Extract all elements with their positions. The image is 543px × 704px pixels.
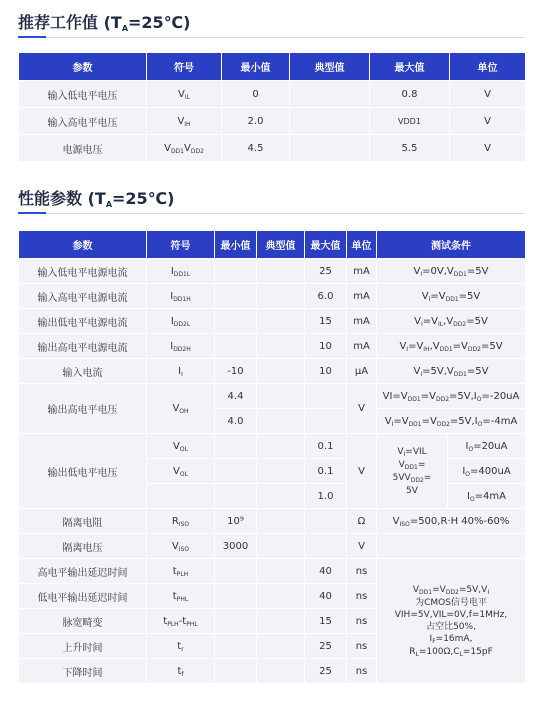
min-cell bbox=[215, 309, 257, 334]
param-cell: 输入电流 bbox=[19, 359, 147, 384]
condition-cell: $V_{ISO}=500,R\cdot H$ 40%-60% bbox=[377, 509, 526, 534]
header-cell: 最大值 bbox=[370, 53, 450, 81]
table-row bbox=[19, 108, 526, 135]
max-cell bbox=[305, 534, 347, 559]
table-header-row bbox=[19, 231, 526, 259]
unit-cell: V bbox=[347, 534, 377, 559]
timing-condition-cell: $V_{DD1}=V_{DD2}=5V,V_I$ 为CMOS信号电平 VIH=5V,VIL=0V,f=1MHz, 占空比50%, $I_F=16mA$, $R_L=100\Omega,C_L=15pF$ bbox=[377, 559, 526, 684]
header-cell: 典型值 bbox=[290, 53, 370, 81]
symbol-cell: $V_{DD1}V_{DD2}$ bbox=[147, 135, 222, 162]
typ-cell bbox=[257, 559, 305, 584]
section2-title: 性能参数 $(T_A=25℃)$ bbox=[18, 189, 175, 209]
header-cell: 符号 bbox=[147, 231, 215, 259]
min-cell bbox=[215, 609, 257, 634]
symbol-cell: $I_{DD1H}$ bbox=[147, 284, 215, 309]
min-cell bbox=[215, 259, 257, 284]
max-cell bbox=[305, 384, 347, 409]
table-row bbox=[19, 559, 526, 584]
max-cell: 10 bbox=[305, 359, 347, 384]
param-cell: 脉宽畸变 bbox=[19, 609, 147, 634]
typ-cell bbox=[290, 81, 370, 108]
typ-cell bbox=[257, 659, 305, 684]
table-row bbox=[19, 434, 526, 459]
symbol-cell: $R_{ISO}$ bbox=[147, 509, 215, 534]
unit-cell: V bbox=[450, 81, 526, 108]
symbol-cell: $V_{ISO}$ bbox=[147, 534, 215, 559]
max-cell: 40 bbox=[305, 584, 347, 609]
param-cell: 输出高电平电压 bbox=[19, 384, 147, 434]
unit-cell: Ω bbox=[347, 509, 377, 534]
table-row bbox=[19, 534, 526, 559]
condition-cell: $V_I=V_{IH},V_{DD1}=V_{DD2}=5V$ bbox=[377, 334, 526, 359]
max-cell: 0.8 bbox=[370, 81, 450, 108]
typ-cell bbox=[257, 409, 305, 434]
section1-rule bbox=[18, 37, 525, 38]
symbol-cell: $V_{IL}$ bbox=[147, 81, 222, 108]
typ-cell bbox=[257, 484, 305, 509]
typ-cell bbox=[257, 384, 305, 409]
symbol-cell: $I_I$ bbox=[147, 359, 215, 384]
min-cell bbox=[215, 584, 257, 609]
max-cell bbox=[305, 509, 347, 534]
condition-cell: $V_I=0V,V_{DD1}=5V$ bbox=[377, 259, 526, 284]
max-cell: 25 bbox=[305, 259, 347, 284]
symbol-cell: $t_{PLH}-t_{PHL}$ bbox=[147, 609, 215, 634]
max-cell: 0.1 bbox=[305, 459, 347, 484]
header-cell: 最小值 bbox=[222, 53, 290, 81]
header-cell: 参数 bbox=[19, 231, 147, 259]
table-row bbox=[19, 284, 526, 309]
typ-cell bbox=[257, 609, 305, 634]
typ-cell bbox=[257, 334, 305, 359]
typ-cell bbox=[257, 309, 305, 334]
min-cell bbox=[215, 634, 257, 659]
min-cell: 2.0 bbox=[222, 108, 290, 135]
symbol-cell: $V_{OH}$ bbox=[147, 384, 215, 434]
unit-cell: ns bbox=[347, 659, 377, 684]
performance-table bbox=[18, 230, 526, 684]
typ-cell bbox=[257, 509, 305, 534]
condition-cell: $VI=V_{DD1}=V_{DD2}=5V,I_O=-20uA$ bbox=[377, 384, 526, 409]
unit-cell: ns bbox=[347, 584, 377, 609]
header-cell: 最小值 bbox=[215, 231, 257, 259]
condition-cell: $I_O=20uA$ bbox=[448, 434, 526, 459]
typ-cell bbox=[257, 434, 305, 459]
min-cell: 0 bbox=[222, 81, 290, 108]
section2-accent bbox=[18, 212, 46, 214]
param-cell: 输出高电平电源电流 bbox=[19, 334, 147, 359]
min-cell: 4.0 bbox=[215, 409, 257, 434]
symbol-cell: $t_{PHL}$ bbox=[147, 584, 215, 609]
table-row bbox=[19, 259, 526, 284]
max-cell: 15 bbox=[305, 309, 347, 334]
unit-cell: V bbox=[450, 135, 526, 162]
condition-cell bbox=[377, 534, 526, 559]
header-cell: 符号 bbox=[147, 53, 222, 81]
section1-accent bbox=[18, 36, 46, 38]
max-cell: 25 bbox=[305, 659, 347, 684]
param-cell: 输入低电平电压 bbox=[19, 81, 147, 108]
param-cell: 输出低电平电源电流 bbox=[19, 309, 147, 334]
unit-cell: ns bbox=[347, 634, 377, 659]
unit-cell: ns bbox=[347, 609, 377, 634]
min-cell: 10⁹ bbox=[215, 509, 257, 534]
typ-cell bbox=[257, 284, 305, 309]
typ-cell bbox=[290, 108, 370, 135]
condition-cell: $I_O=4mA$ bbox=[448, 484, 526, 509]
table-row bbox=[19, 509, 526, 534]
unit-cell: mA bbox=[347, 309, 377, 334]
header-cell: 最大值 bbox=[305, 231, 347, 259]
max-cell bbox=[305, 409, 347, 434]
max-cell: 0.1 bbox=[305, 434, 347, 459]
section1-title: 推荐工作值 $(T_A=25℃)$ bbox=[18, 13, 191, 33]
param-cell: 上升时间 bbox=[19, 634, 147, 659]
unit-cell: V bbox=[450, 108, 526, 135]
max-cell: VDD1 bbox=[370, 108, 450, 135]
condition-cell: $I_O=400uA$ bbox=[448, 459, 526, 484]
symbol-cell: $t_{PLH}$ bbox=[147, 559, 215, 584]
table-row bbox=[19, 384, 526, 409]
min-cell: 4.5 bbox=[222, 135, 290, 162]
typ-cell bbox=[257, 534, 305, 559]
header-cell: 参数 bbox=[19, 53, 147, 81]
recommended-conditions-table bbox=[18, 52, 526, 162]
unit-cell: mA bbox=[347, 259, 377, 284]
symbol-cell: $V_{OL}$ bbox=[147, 434, 215, 459]
typ-cell bbox=[257, 584, 305, 609]
param-cell: 输入高电平电压 bbox=[19, 108, 147, 135]
unit-cell: mA bbox=[347, 284, 377, 309]
max-cell: 6.0 bbox=[305, 284, 347, 309]
min-cell bbox=[215, 484, 257, 509]
symbol-cell: $I_{DD2L}$ bbox=[147, 309, 215, 334]
header-cell: 单位 bbox=[347, 231, 377, 259]
symbol-cell: $I_{DD2H}$ bbox=[147, 334, 215, 359]
table-header-row bbox=[19, 53, 526, 81]
symbol-cell: $V_{IH}$ bbox=[147, 108, 222, 135]
condition-cell: $V_I=V_{IL},V_{DD2}=5V$ bbox=[377, 309, 526, 334]
table-row bbox=[19, 359, 526, 384]
min-cell: 4.4 bbox=[215, 384, 257, 409]
typ-cell bbox=[257, 459, 305, 484]
section2-rule bbox=[18, 213, 525, 214]
param-cell: 输入低电平电源电流 bbox=[19, 259, 147, 284]
param-cell: 输入高电平电源电流 bbox=[19, 284, 147, 309]
min-cell bbox=[215, 459, 257, 484]
max-cell: 15 bbox=[305, 609, 347, 634]
param-cell: 高电平输出延迟时间 bbox=[19, 559, 147, 584]
header-cell: 单位 bbox=[450, 53, 526, 81]
typ-cell bbox=[290, 135, 370, 162]
max-cell: 5.5 bbox=[370, 135, 450, 162]
param-cell: 电源电压 bbox=[19, 135, 147, 162]
param-cell: 隔离电压 bbox=[19, 534, 147, 559]
condition-cell: $V_I=5V,V_{DD1}=5V$ bbox=[377, 359, 526, 384]
header-cell: 典型值 bbox=[257, 231, 305, 259]
param-cell: 低电平输出延迟时间 bbox=[19, 584, 147, 609]
min-cell bbox=[215, 434, 257, 459]
unit-cell: μA bbox=[347, 359, 377, 384]
min-cell: 3000 bbox=[215, 534, 257, 559]
header-cell: 测试条件 bbox=[377, 231, 526, 259]
typ-cell bbox=[257, 359, 305, 384]
typ-cell bbox=[257, 259, 305, 284]
table-row bbox=[19, 309, 526, 334]
max-cell: 25 bbox=[305, 634, 347, 659]
min-cell bbox=[215, 284, 257, 309]
unit-cell: V bbox=[347, 384, 377, 434]
typ-cell bbox=[257, 634, 305, 659]
min-cell bbox=[215, 334, 257, 359]
max-cell: 1.0 bbox=[305, 484, 347, 509]
param-cell: 隔离电阻 bbox=[19, 509, 147, 534]
param-cell: 下降时间 bbox=[19, 659, 147, 684]
symbol-cell: $V_{OL}$ bbox=[147, 459, 215, 484]
symbol-cell: $t_f$ bbox=[147, 659, 215, 684]
unit-cell: ns bbox=[347, 559, 377, 584]
condition-cell: $V_I=V_{DD1}=V_{DD2}=5V,I_O=-4mA$ bbox=[377, 409, 526, 434]
symbol-cell: $t_r$ bbox=[147, 634, 215, 659]
condition-cell: $V_I=V_{DD1}=5V$ bbox=[377, 284, 526, 309]
max-cell: 40 bbox=[305, 559, 347, 584]
symbol-cell: $I_{DD1L}$ bbox=[147, 259, 215, 284]
min-cell bbox=[215, 559, 257, 584]
unit-cell: V bbox=[347, 434, 377, 509]
param-cell: 输出低电平电压 bbox=[19, 434, 147, 509]
table-row bbox=[19, 81, 526, 108]
table-row bbox=[19, 334, 526, 359]
max-cell: 10 bbox=[305, 334, 347, 359]
condition-cell: $V_I=VIL$ $V_{DD1}=$ $5VV_{DD2}=$ 5V bbox=[377, 434, 448, 509]
table-row bbox=[19, 135, 526, 162]
unit-cell: mA bbox=[347, 334, 377, 359]
symbol-cell bbox=[147, 484, 215, 509]
min-cell: -10 bbox=[215, 359, 257, 384]
min-cell bbox=[215, 659, 257, 684]
